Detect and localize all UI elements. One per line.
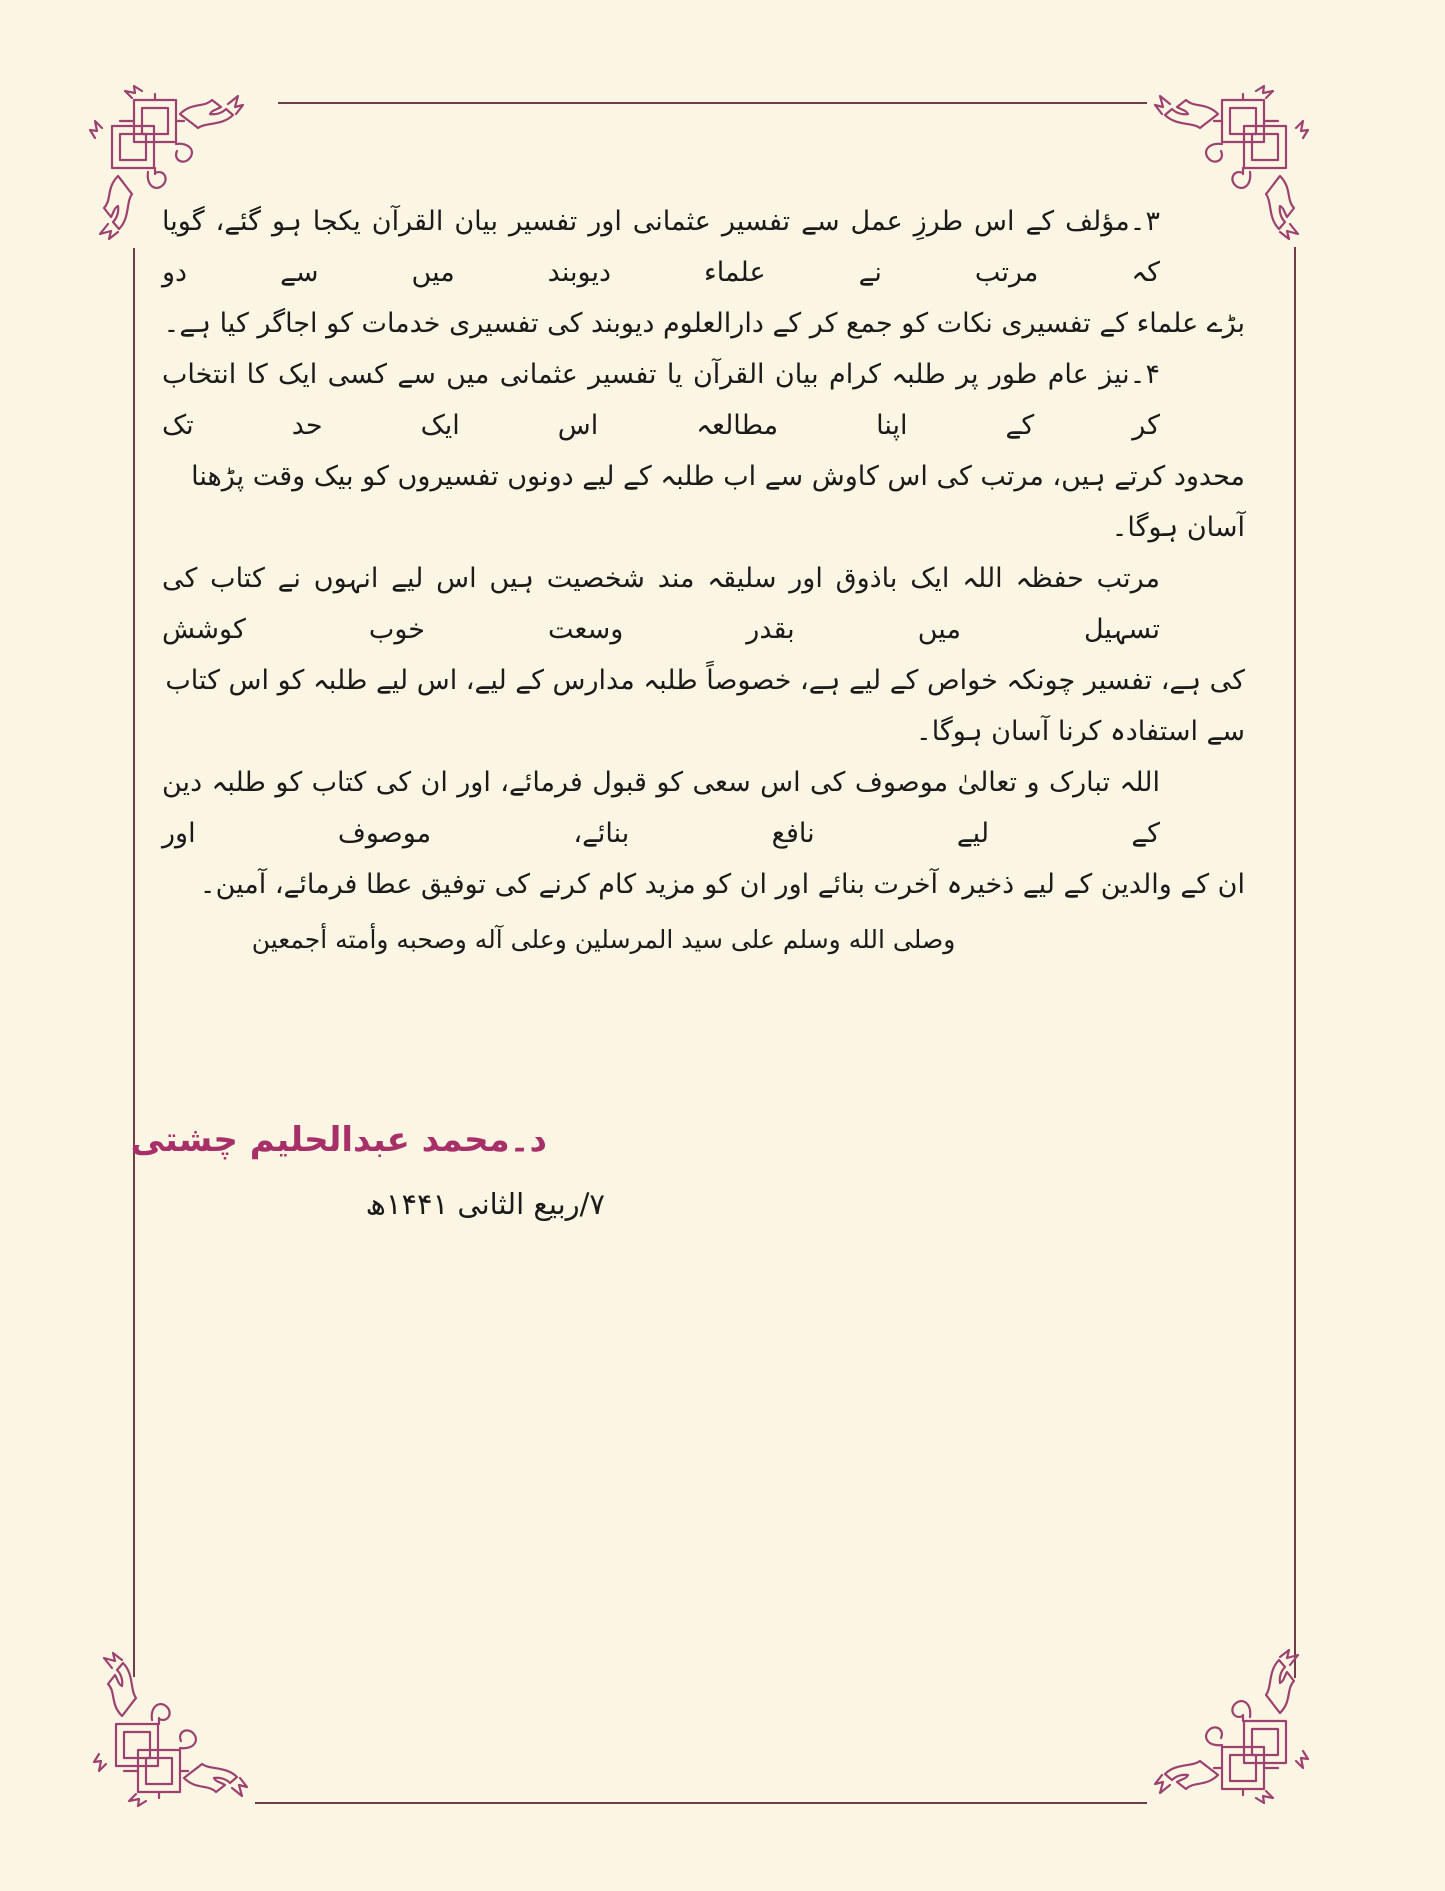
body-line: محدود کرتے ہیں، مرتب کی اس کاوش سے اب طلبہ کے لیے دونوں تفسیروں کو بیک وقت پڑھنا آسان ہوگا۔ <box>191 461 1245 543</box>
author-signature: د۔محمد عبدالحلیم چشتی <box>130 1120 547 1160</box>
body-line: مرتب حفظہ اللہ ایک باذوق اور سلیقہ مند شخصیت ہیں اس لیے انہوں نے کتاب کی تسہیل میں بقدر وسعت خوب کوشش <box>162 563 1160 645</box>
body-line: بڑے علماء کے تفسیری نکات کو جمع کر کے دارالعلوم دیوبند کی تفسیری خدمات کو اجاگر کیا ہے۔ <box>163 308 1245 339</box>
body-text <box>130 196 1245 1228</box>
corner-ornament-icon-bottom-right <box>1150 1645 1310 1805</box>
body-line: ۳۔مؤلف کے اس طرزِ عمل سے تفسیر عثمانی اور تفسیر بیان القرآن یکجا ہو گئے، گویا کہ مرتب نے علماء دیوبند میں سے دو <box>162 206 1160 288</box>
body-line: ان کے والدین کے لیے ذخیرہ آخرت بنائے اور ان کو مزید کام کرنے کی توفیق عطا فرمائے، آمین۔ <box>199 869 1245 900</box>
frame-rule-right <box>1294 247 1296 1678</box>
frame-rule-bottom <box>255 1802 1147 1804</box>
body-line: کی ہے، تفسیر چونکہ خواص کے لیے ہے، خصوصاً طلبہ مدارس کے لیے، اس لیے طلبہ کو اس کتاب سے استفادہ کرنا آسان ہوگا۔ <box>165 665 1245 747</box>
paragraphs <box>162 196 1245 910</box>
frame-rule-top <box>278 102 1147 104</box>
body-line: اللہ تبارک و تعالیٰ موصوف کی اس سعی کو قبول فرمائے، اور ان کی کتاب کو طلبہ دین کے لیے نافع بنائے، موصوف اور <box>162 767 1160 849</box>
corner-ornament-icon-bottom-left <box>92 1648 252 1808</box>
arabic-benediction: وصلى الله وسلم على سيد المرسلين وعلى آله وصحبه وأمته أجمعين <box>251 925 956 954</box>
hijri-date: ۷/ربیع الثانی ۱۴۴۱ھ <box>365 1187 605 1221</box>
body-line: ۴۔نیز عام طور پر طلبہ کرام بیان القرآن یا تفسیر عثمانی میں سے کسی ایک کا انتخاب کر کے اپنا مطالعہ اس ایک حد تک <box>162 359 1160 441</box>
